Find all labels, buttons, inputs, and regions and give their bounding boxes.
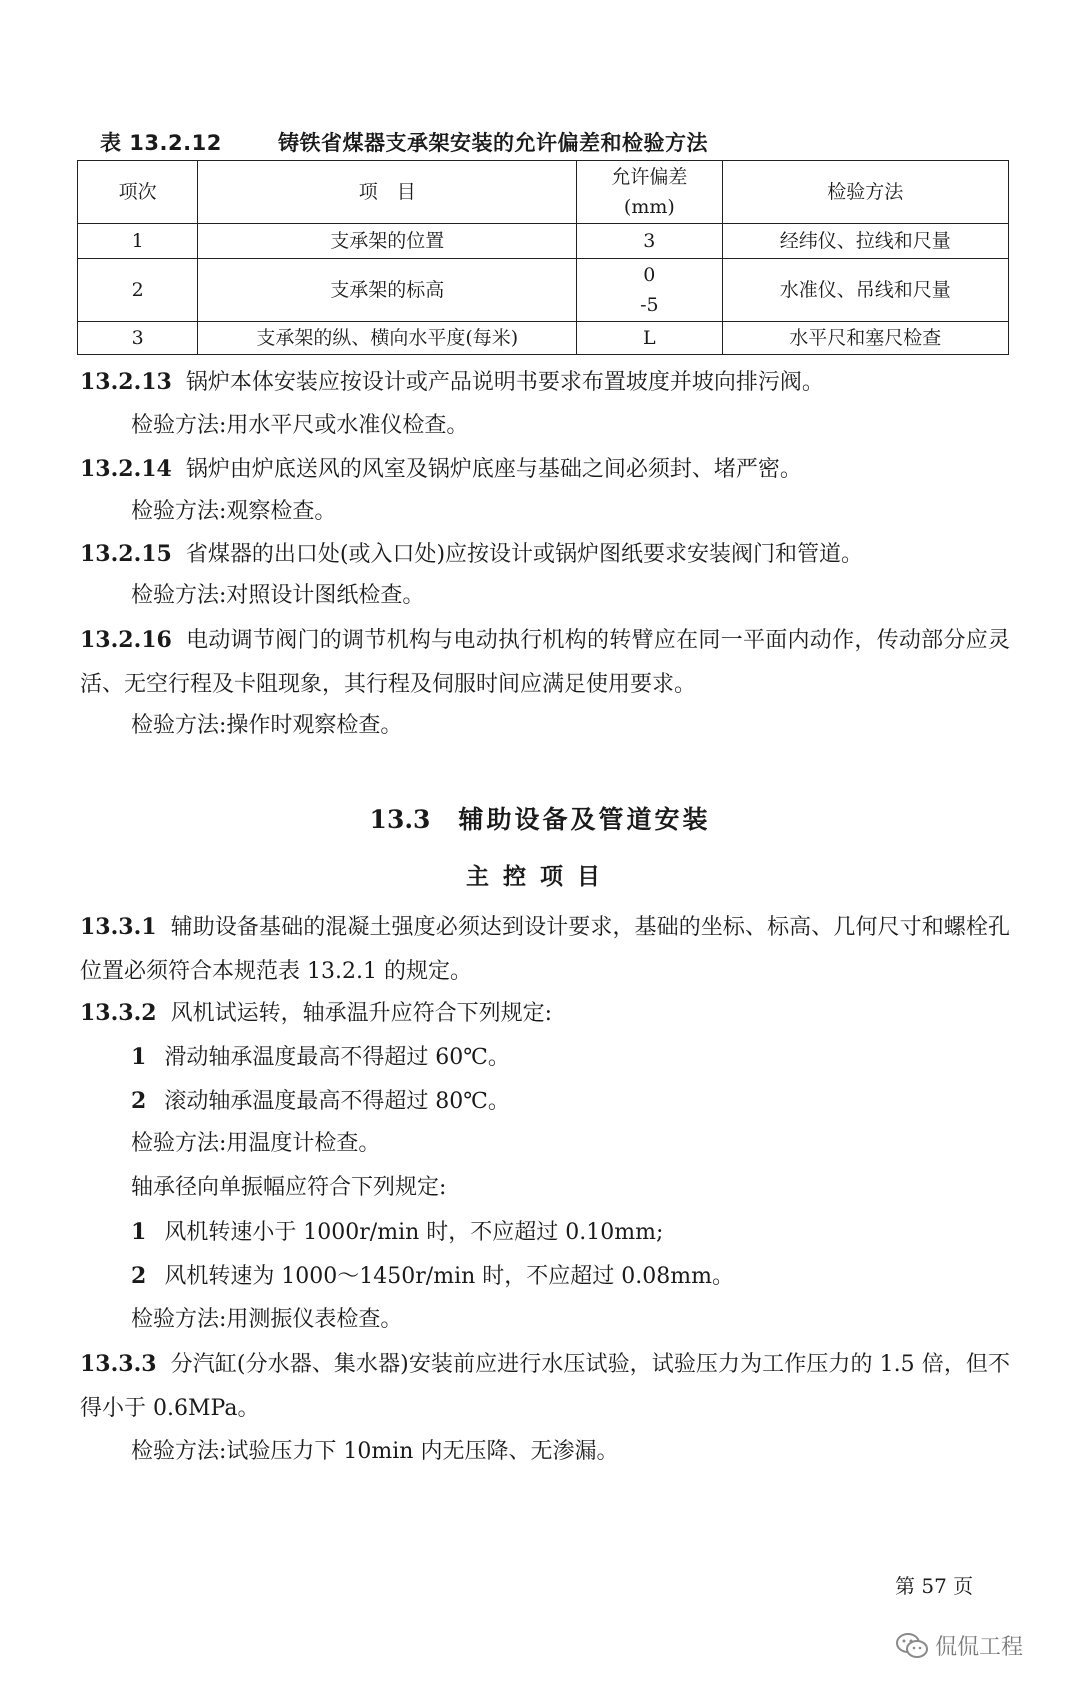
cell-method: 水平尺和塞尺检查 [722,322,1008,355]
section-number: 13.3 [369,805,431,834]
header-item-no: 项次 [78,161,198,224]
header-tolerance-unit: (mm) [623,196,675,218]
clause-text: 分汽缸(分水器、集水器)安装前应进行水压试验，试验压力为工作压力的 1.5 倍，但不得小于 0.6MPa。 [80,1352,1010,1421]
clause-13-2-15 [80,532,1010,577]
cell-tolerance: L [577,322,722,355]
list-item-number: 1 [131,1044,147,1070]
clause-13-3-1 [80,905,1010,994]
list-item-number: 2 [131,1088,147,1114]
clause-check: 检验方法:用温度计检查。 [131,1131,381,1156]
cell-tolerance [577,259,722,322]
watermark-text: 侃侃工程 [935,1635,1024,1660]
list-item [131,1254,1011,1299]
wechat-icon [895,1632,929,1660]
clause-number: 13.3.2 [80,1000,157,1026]
cell-method: 经纬仪、拉线和尺量 [722,224,1008,259]
clause-13-2-16 [80,618,1010,707]
cell-no: 2 [78,259,198,322]
table-header-row [78,161,1009,224]
clause-check: 检验方法:用水平尺或水准仪检查。 [131,413,469,438]
list-item-text: 风机转速为 1000～1450r/min 时，不应超过 0.08mm。 [164,1264,734,1289]
list-item [131,1035,1011,1080]
header-method: 检验方法 [722,161,1008,224]
list-item [131,1079,1011,1124]
tolerance-table [77,160,1009,355]
cell-item: 支承架的标高 [198,259,577,322]
clause-13-3-2 [80,991,1010,1036]
clause-number: 13.3.3 [80,1351,157,1377]
list-item-number: 2 [131,1263,147,1289]
clause-number: 13.2.16 [80,627,172,653]
clause-13-2-14 [80,447,1010,492]
cell-tolerance: 3 [577,224,722,259]
clause-text: 锅炉由炉底送风的风室及锅炉底座与基础之间必须封、堵严密。 [185,457,802,482]
clause-text: 电动调节阀门的调节机构与电动执行机构的转臂应在同一平面内动作，传动部分应灵活、无空行程及卡阻现象，其行程及伺服时间应满足使用要求。 [80,628,1010,697]
clause-text: 省煤器的出口处(或入口处)应按设计或锅炉图纸要求安装阀门和管道。 [185,542,864,567]
clause-number: 13.2.15 [80,541,172,567]
clause-number: 13.2.13 [80,369,172,395]
section-title [0,800,1080,836]
list-item-text: 风机转速小于 1000r/min 时，不应超过 0.10mm; [164,1220,664,1245]
clause-check: 检验方法:用测振仪表检查。 [131,1307,403,1332]
clause-subheading: 轴承径向单振幅应符合下列规定: [131,1175,447,1200]
clause-13-3-3 [80,1342,1010,1431]
clause-check: 检验方法:观察检查。 [131,499,337,524]
table-row [78,224,1009,259]
section-name: 辅助设备及管道安装 [458,805,711,834]
list-item-number: 1 [131,1219,147,1245]
clause-check: 检验方法:对照设计图纸检查。 [131,583,425,608]
cell-tolerance-lower: -5 [640,294,659,316]
table-caption-title: 铸铁省煤器支承架安装的允许偏差和检验方法 [278,131,708,155]
cell-item: 支承架的位置 [198,224,577,259]
clause-number: 13.3.1 [80,914,157,940]
header-tolerance-label: 允许偏差 [611,166,688,188]
header-item: 项 目 [198,161,577,224]
table-row [78,322,1009,355]
clause-text: 风机试运转，轴承温升应符合下列规定: [170,1001,552,1026]
clause-text: 锅炉本体安装应按设计或产品说明书要求布置坡度并坡向排污阀。 [185,370,824,395]
list-item [131,1210,1011,1255]
cell-tolerance-upper: 0 [643,264,656,286]
table-caption [100,127,708,157]
clause-13-2-13 [80,360,1010,405]
cell-item: 支承架的纵、横向水平度(每米) [198,322,577,355]
clause-number: 13.2.14 [80,456,172,482]
clause-check: 检验方法:操作时观察检查。 [131,713,403,738]
page-number: 第 57 页 [895,1574,974,1598]
table-row [78,259,1009,322]
clause-text: 辅助设备基础的混凝土强度必须达到设计要求，基础的坐标、标高、几何尺寸和螺栓孔位置必须符合本规范表 13.2.1 的规定。 [80,915,1010,984]
header-tolerance [577,161,722,224]
clause-check: 检验方法:试验压力下 10min 内无压降、无渗漏。 [131,1439,619,1464]
table-caption-number: 表 13.2.12 [100,131,222,155]
cell-no: 3 [78,322,198,355]
cell-method: 水准仪、吊线和尺量 [722,259,1008,322]
list-item-text: 滑动轴承温度最高不得超过 60℃。 [164,1045,510,1070]
section-subtitle: 主控项目 [466,863,614,890]
cell-no: 1 [78,224,198,259]
watermark [895,1630,1023,1661]
list-item-text: 滚动轴承温度最高不得超过 80℃。 [164,1089,510,1114]
